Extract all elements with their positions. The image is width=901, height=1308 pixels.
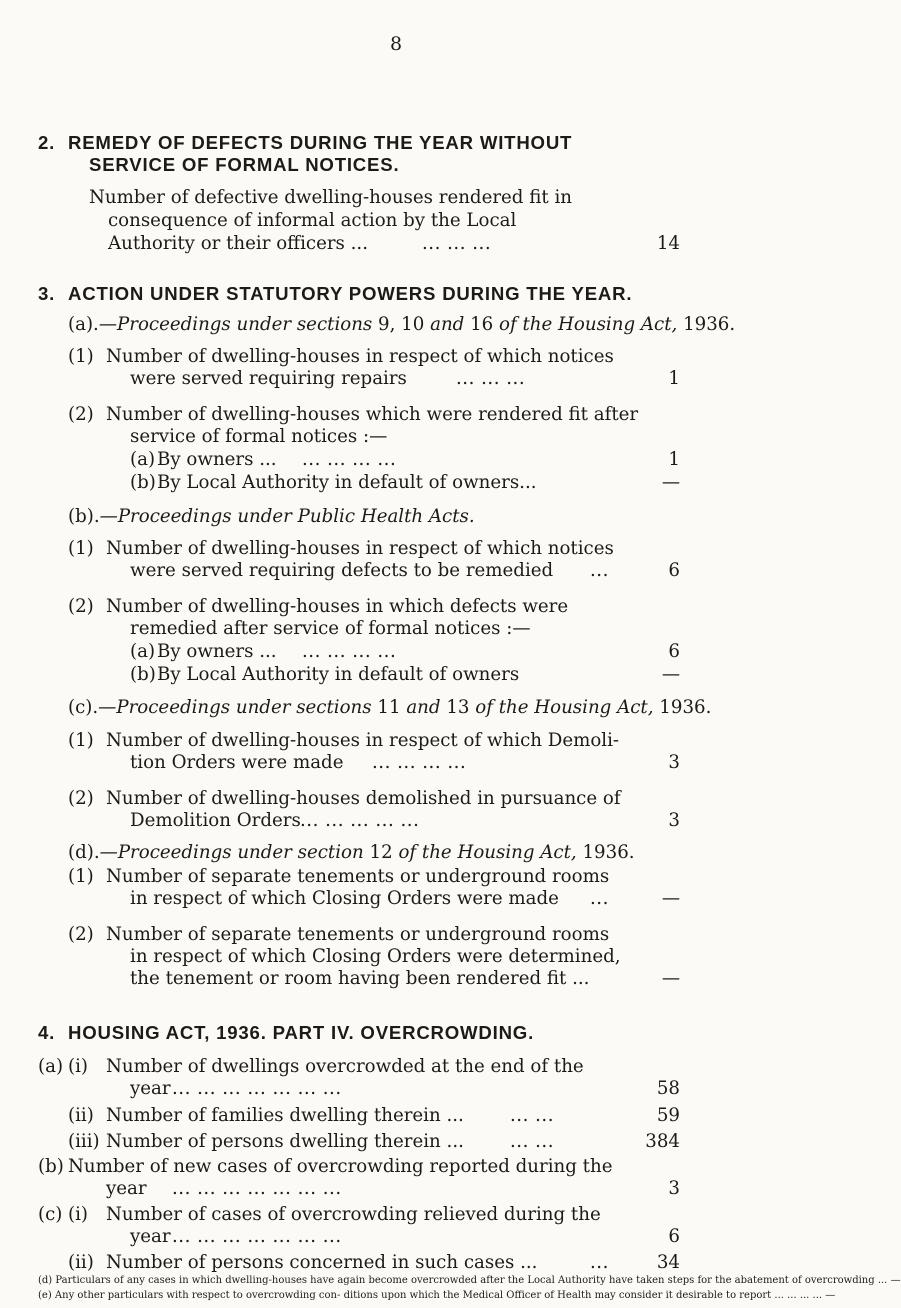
section-4a-i-line2: year <box>130 1078 171 1099</box>
section-3b-item1-dots: ... <box>590 560 609 581</box>
section-4a-i-label: (i) <box>68 1056 89 1077</box>
section-3a-item1-value: 1 <box>668 368 680 389</box>
section-4a-i-line1: Number of dwellings overcrowded at the end of the <box>106 1056 584 1077</box>
section-3c-item2-number: (2) <box>68 788 94 809</box>
section-3d-item2-line2: in respect of which Closing Orders were determined, <box>130 946 621 967</box>
section-2-heading-line2: SERVICE OF FORMAL NOTICES. <box>89 154 400 175</box>
section-3c-item2-value: 3 <box>668 810 680 831</box>
section-3b-item2-line1: Number of dwelling-houses in which defects were <box>106 596 569 617</box>
section-4b-line2: year <box>106 1178 147 1199</box>
section-3a-title-part: —Proceedings under sections <box>98 314 373 335</box>
section-4d-line2: again become overcrowded after the Local Authority <box>337 1275 606 1286</box>
section-3a-label: (a). <box>68 314 99 335</box>
section-4e-dots: ... ... ... ... <box>774 1290 823 1301</box>
section-3a-item2b-label: (b) <box>130 472 156 493</box>
section-3d-title-part: 12 <box>363 842 399 863</box>
section-3c-item1-dots: ... ... ... ... <box>372 752 467 773</box>
section-3c-title-part: —Proceedings under sections <box>98 697 372 718</box>
section-4a-iii-label: (iii) <box>68 1131 100 1152</box>
section-3a-item2b-text: By Local Authority in default of owners... <box>157 472 537 493</box>
section-4c-ii-label: (ii) <box>68 1252 94 1273</box>
section-3a-title-year: 1936. <box>677 314 736 335</box>
section-3b-item2-line2: remedied after service of formal notices :— <box>130 618 531 639</box>
section-4c-i-label: (i) <box>68 1204 89 1225</box>
section-3c-item2-line1: Number of dwelling-houses demolished in pursuance of <box>106 788 621 809</box>
section-4c-ii-dots: ... <box>590 1252 609 1273</box>
section-3a-item2b-value: — <box>661 472 680 493</box>
section-3a-item2a-label: (a) <box>130 449 156 470</box>
section-3c-title-part: 11 <box>371 697 407 718</box>
section-2-leader-dots: ... ... ... <box>422 233 492 254</box>
section-3b-title-text: —Proceedings under Public Health Acts. <box>99 506 475 527</box>
section-4a-label: (a) <box>38 1056 64 1077</box>
section-3a-item2a-text: By owners ... <box>157 449 277 470</box>
section-4b-line1: Number of new cases of overcrowding reported during the <box>68 1156 613 1177</box>
section-3d-item2-line3: the tenement or room having been rendered fit ... <box>130 968 590 989</box>
section-3a-title <box>68 314 735 335</box>
section-3d-item1-number: (1) <box>68 866 94 887</box>
section-3b-item1-number: (1) <box>68 538 94 559</box>
section-3d-item1-dots: ... <box>590 888 609 909</box>
section-4e-line3: consider it desirable to report <box>618 1290 772 1301</box>
section-3b-item2a-value: 6 <box>668 641 680 662</box>
section-4c-i-line1: Number of cases of overcrowding relieved during the <box>106 1204 601 1225</box>
section-2-heading-line1: REMEDY OF DEFECTS DURING THE YEAR WITHOUT <box>68 132 573 153</box>
section-3c-item1-line2: tion Orders were made <box>130 752 344 773</box>
section-3a-item1-line2: were served requiring repairs <box>130 368 407 389</box>
section-3a-item2-line2: service of formal notices :— <box>130 426 388 447</box>
section-2-number: 2. <box>38 132 56 153</box>
section-3b-item1-value: 6 <box>668 560 680 581</box>
section-4c-i-line2: year <box>130 1226 171 1247</box>
section-4d-label: (d) <box>38 1275 53 1286</box>
section-3b-item2a-label: (a) <box>130 641 156 662</box>
section-3c-item2-dots: ... ... ... ... ... <box>300 810 420 831</box>
section-3b-item1-line1: Number of dwelling-houses in respect of which notices <box>106 538 614 559</box>
section-3b-label: (b). <box>68 506 100 527</box>
section-4c-label: (c) <box>38 1204 63 1225</box>
section-2-text-line2: consequence of informal action by the Local <box>108 210 517 231</box>
section-3a-title-part: of the Housing Act, <box>499 314 678 335</box>
section-2-value: 14 <box>656 233 680 254</box>
page-number: 8 <box>390 33 403 55</box>
section-3a-item1-number: (1) <box>68 346 94 367</box>
section-4c-i-dots: ... ... ... ... ... ... ... <box>172 1226 342 1247</box>
section-3a-item2a-value: 1 <box>668 449 680 470</box>
section-4a-iii-value: 384 <box>645 1131 680 1152</box>
section-3b-item2a-dots: ... ... ... ... <box>302 641 397 662</box>
section-4a-ii-value: 59 <box>656 1105 680 1126</box>
section-4d-line3: have taken steps for the abatement of overcrowding ... <box>608 1275 888 1286</box>
section-3d-item2-line1: Number of separate tenements or underground rooms <box>106 924 610 945</box>
section-4a-ii-dots: ... ... <box>510 1105 554 1126</box>
section-4b-value: 3 <box>668 1178 680 1199</box>
section-3-number: 3. <box>38 283 56 304</box>
section-3b-item2b-text: By Local Authority in default of owners <box>157 664 520 685</box>
section-4a-ii-text: Number of families dwelling therein ... <box>106 1105 464 1126</box>
section-3c-title-part: 13 <box>440 697 476 718</box>
section-4a-iii-text: Number of persons dwelling therein ... <box>106 1131 464 1152</box>
section-3c-item2-line2: Demolition Orders <box>130 810 301 831</box>
section-3d-label: (d). <box>68 842 100 863</box>
section-3c-title <box>68 697 711 718</box>
section-4d-line1: Particulars of any cases in which dwelling-houses have <box>55 1275 335 1286</box>
section-3c-title-part: of the Housing Act, <box>475 697 654 718</box>
section-4e-block <box>38 1290 835 1301</box>
section-3a-title-part: and <box>430 314 465 335</box>
section-4c-ii-text: Number of persons concerned in such cases ... <box>106 1252 538 1273</box>
section-3a-item1-line1: Number of dwelling-houses in respect of which notices <box>106 346 614 367</box>
section-3c-item1-number: (1) <box>68 730 94 751</box>
section-3a-item2-line1: Number of dwelling-houses which were rendered fit after <box>106 404 639 425</box>
section-3c-title-year: 1936. <box>653 697 712 718</box>
section-3a-item1-dots: ... ... ... <box>456 368 526 389</box>
section-3d-title-year: 1936. <box>576 842 635 863</box>
section-4-heading: HOUSING ACT, 1936. PART IV. OVERCROWDING. <box>68 1022 535 1043</box>
section-3a-title-part: 16 <box>464 314 500 335</box>
section-2-text-line3: Authority or their officers ... <box>108 233 368 254</box>
section-3b-title <box>68 506 475 527</box>
section-4a-i-dots: ... ... ... ... ... ... ... <box>172 1078 342 1099</box>
section-3d-item1-value: — <box>661 888 680 909</box>
section-4e-label: (e) <box>38 1290 52 1301</box>
section-4-number: 4. <box>38 1022 56 1043</box>
section-3d-title <box>68 842 635 863</box>
section-3d-item2-value: — <box>661 968 680 989</box>
section-3c-item1-line1: Number of dwelling-houses in respect of which Demoli- <box>106 730 620 751</box>
section-4d-value: — <box>890 1275 901 1286</box>
section-3b-item1-line2: were served requiring defects to be remedied <box>130 560 554 581</box>
section-3c-title-part: and <box>406 697 441 718</box>
section-4a-i-value: 58 <box>656 1078 680 1099</box>
section-4e-line1: Any other particulars with respect to overcrowding con- <box>54 1290 341 1301</box>
section-3a-item2-number: (2) <box>68 404 94 425</box>
section-2-text-line1: Number of defective dwelling-houses rendered fit in <box>89 187 572 208</box>
section-3a-item2a-dots: ... ... ... ... <box>302 449 397 470</box>
section-3b-item2b-value: — <box>661 664 680 685</box>
section-3b-item2a-text: By owners ... <box>157 641 277 662</box>
section-3c-item1-value: 3 <box>668 752 680 773</box>
section-4e-line2: ditions upon which the Medical Officer of Health may <box>343 1290 616 1301</box>
section-3d-item1-line1: Number of separate tenements or underground rooms <box>106 866 610 887</box>
section-4d-block <box>38 1275 901 1286</box>
section-4c-ii-value: 34 <box>656 1252 680 1273</box>
section-3c-label: (c). <box>68 697 99 718</box>
section-4b-label: (b) <box>38 1156 64 1177</box>
section-3d-title-part: —Proceedings under section <box>99 842 364 863</box>
section-3d-item1-line2: in respect of which Closing Orders were made <box>130 888 559 909</box>
section-3d-title-part: of the Housing Act, <box>398 842 577 863</box>
section-3d-item2-number: (2) <box>68 924 94 945</box>
section-3a-title-part: 9, 10 <box>372 314 431 335</box>
section-4c-i-value: 6 <box>668 1226 680 1247</box>
section-4e-value: — <box>825 1290 836 1301</box>
section-3b-item2b-label: (b) <box>130 664 156 685</box>
section-3b-item2-number: (2) <box>68 596 94 617</box>
section-4a-ii-label: (ii) <box>68 1105 94 1126</box>
section-4a-iii-dots: ... ... <box>510 1131 554 1152</box>
section-3-heading: ACTION UNDER STATUTORY POWERS DURING THE YEAR. <box>68 283 633 304</box>
section-4b-dots: ... ... ... ... ... ... ... <box>172 1178 342 1199</box>
